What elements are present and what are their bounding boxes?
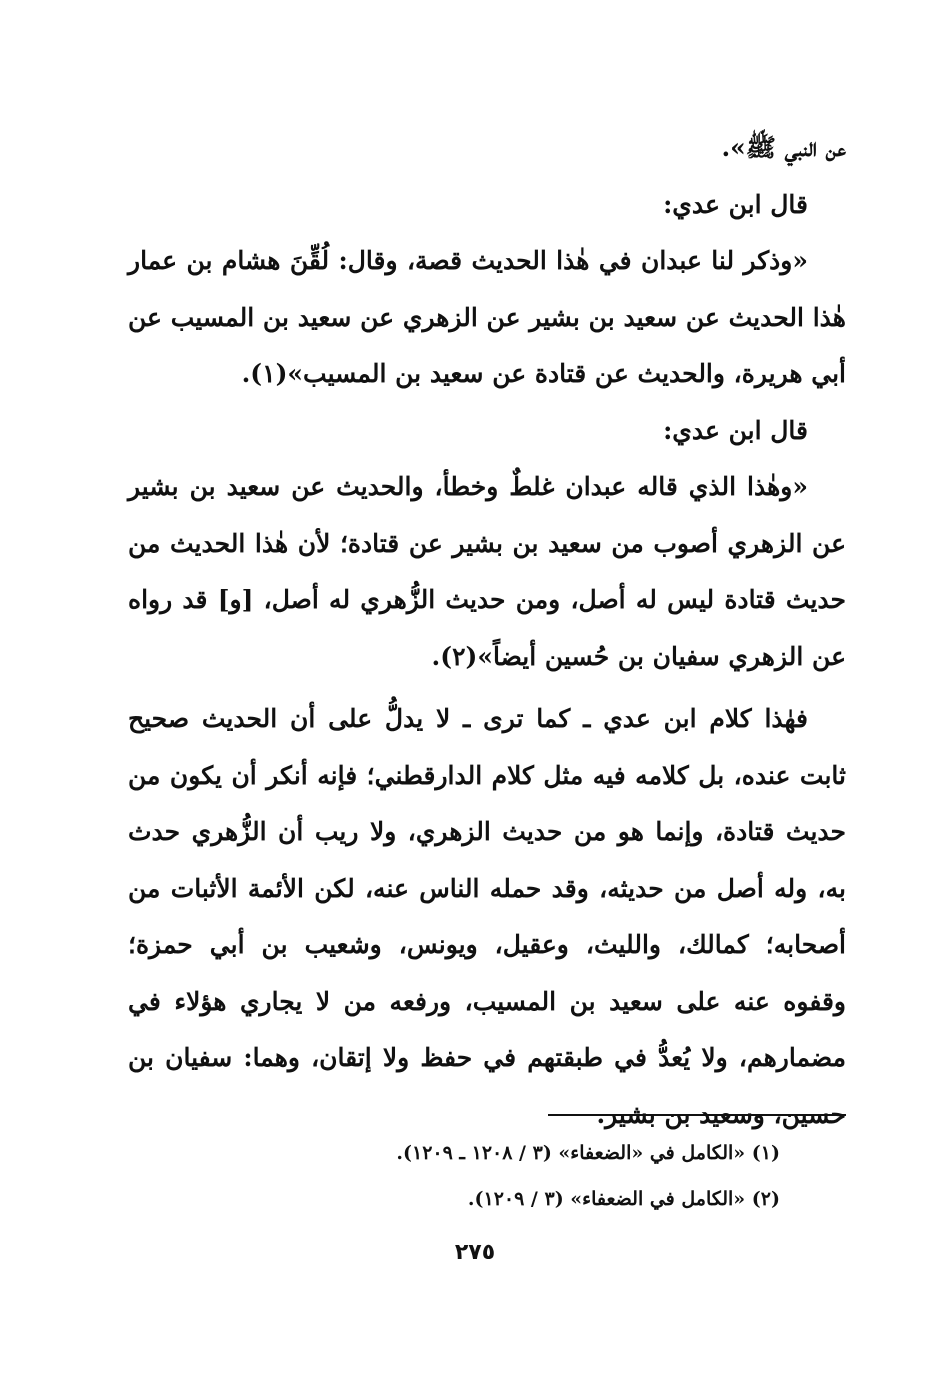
footnotes [128,1130,846,1222]
paragraph-quote-1: «وذكر لنا عبدان في هٰذا الحديث قصة، وقال: لُقِّنَ هشام بن عمار هٰذا الحديث عن سعيد بن بشير عن الزهري عن سعيد بن المسيب عن أبي هريرة، والحديث عن قتادة عن سعيد بن المسيب»(١). [128,246,846,388]
paragraph-quote-2: «وهٰذا الذي قاله عبدان غلطٌ وخطأ، والحديث عن سعيد بن بشير عن الزهري أصوب من سعيد بن بشير عن قتادة؛ لأن هٰذا الحديث من حديث قتادة ليس له أصل، ومن حديث الزُّهري له أصل، [و] قد رواه عن الزهري سفيان بن حُسين أيضاً»(٢). [128,472,846,671]
footnote-1: (١) «الكامل في «الضعفاء» (٣ / ١٢٠٨ ـ ١٢٠٩). [396,1142,780,1164]
footnote-divider [548,1114,846,1116]
paragraph-ibn-adi-heading-1: قال ابن عدي: [663,189,808,219]
footnote-2: (٢) «الكامل في الضعفاء» (٣ / ١٢٠٩). [467,1188,780,1210]
paragraph-commentary: فهٰذا كلام ابن عدي ـ كما ترى ـ لا يدلُّ على أن الحديث صحيح ثابت عنده، بل كلامه فيه مثل كلام الدارقطني؛ فإنه أنكر أن يكون من حديث قتادة، وإنما هو من حديث الزهري، ولا ريب أن الزُّهري حدث به، وله أصل من حديثه، وقد حمله الناس عنه، لكن الأئمة الأثبات من أصحابه؛ كمالك، والليث، وعقيل، ويونس، وشعيب بن أبي حمزة؛ وقفوه عنه على سعيد بن المسيب، ورفعه من لا يجاري هؤلاء في مضمارهم، ولا يُعدُّ في طبقتهم في حفظ ولا إتقان، وهما: سفيان بن حسين، وسعيد بن بشير. [128,704,846,1129]
main-text [128,120,846,1143]
page-number: ٢٧٥ [454,1240,496,1265]
paragraph-continuation: عن النبي ﷺ». [721,133,846,162]
paragraph-ibn-adi-heading-2: قال ابن عدي: [663,415,808,445]
